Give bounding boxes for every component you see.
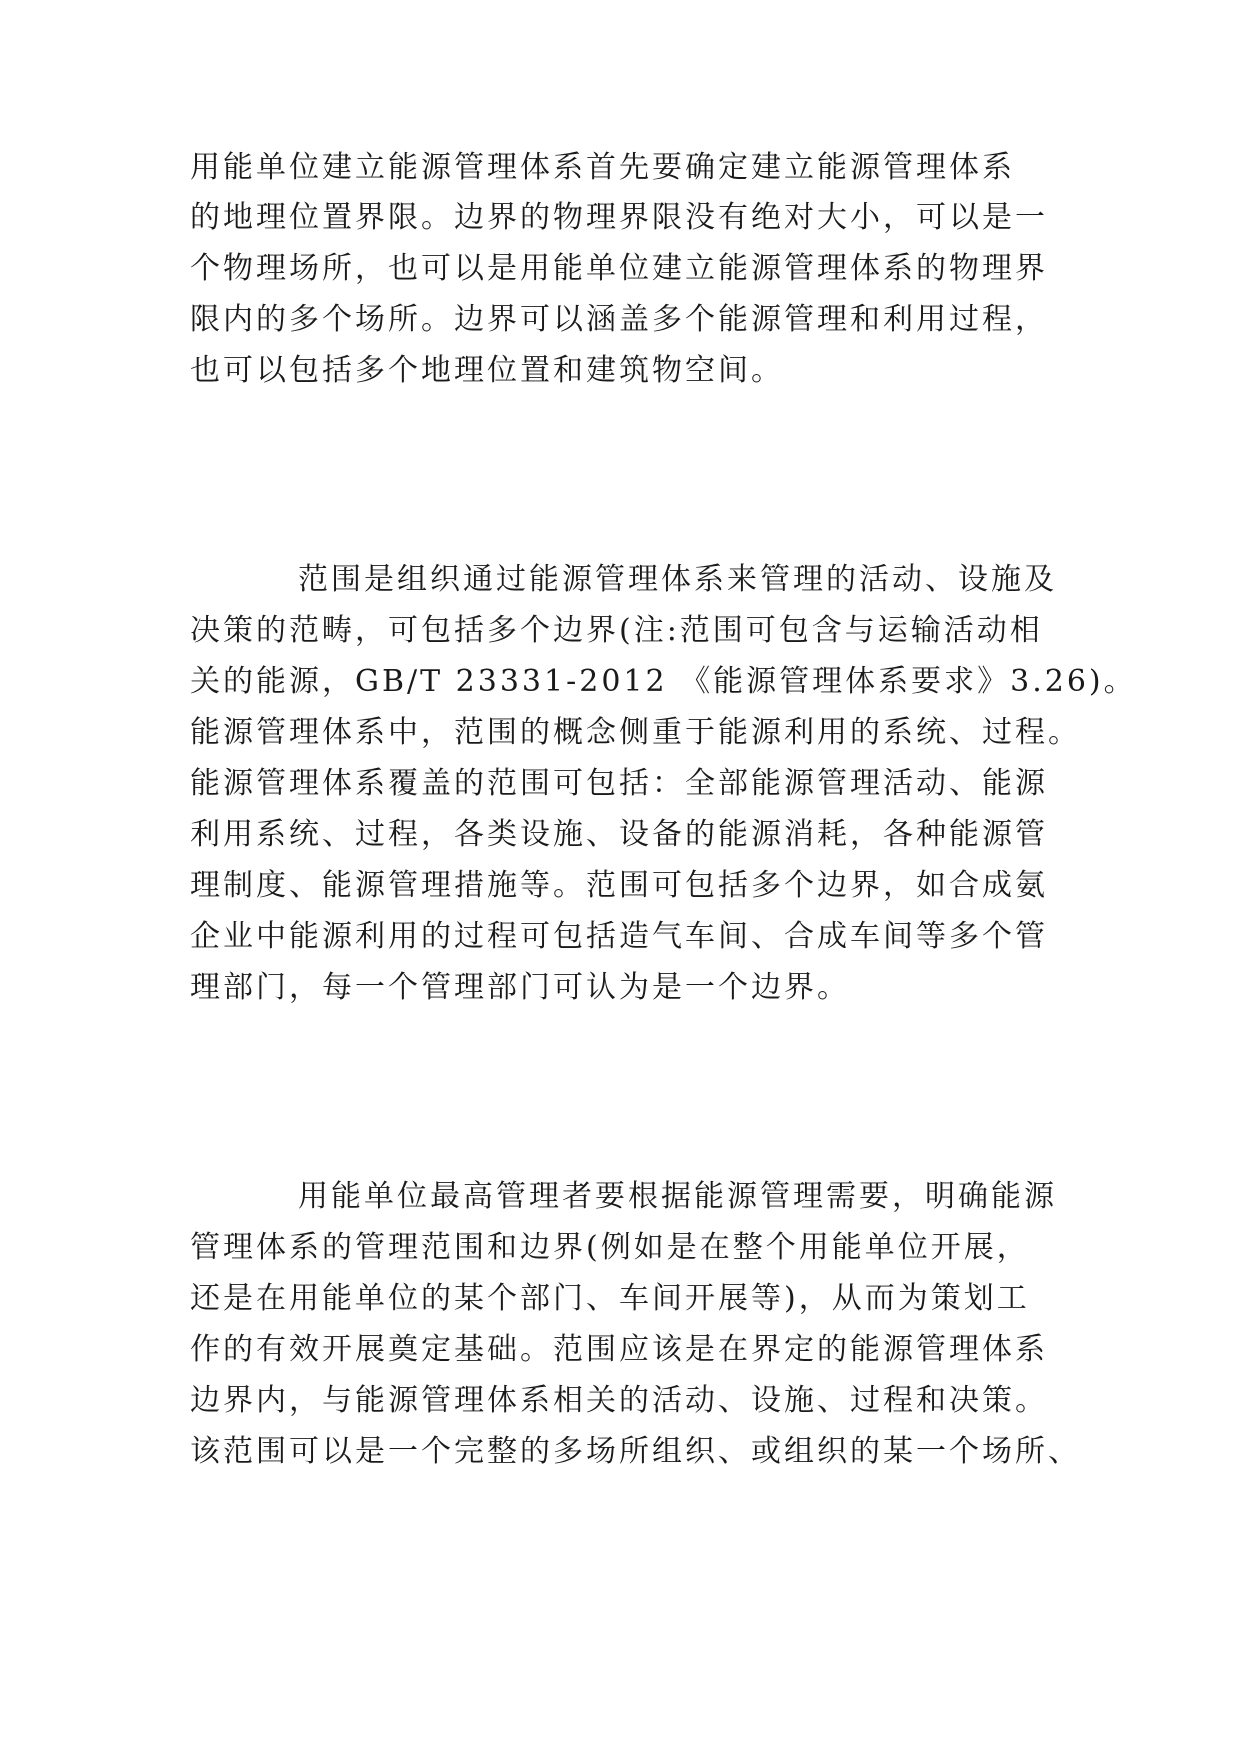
text-line: 也可以包括多个地理位置和建筑物空间。: [190, 353, 784, 388]
text-line: 个物理场所，也可以是用能单位建立能源管理体系的物理界: [190, 251, 1048, 286]
text-line: 关的能源，GB/T 23331-2012 《能源管理体系要求》3.26)。: [190, 664, 1137, 699]
text-line: 的地理位置界限。边界的物理界限没有绝对大小，可以是一: [190, 200, 1048, 235]
text-line: 用能单位最高管理者要根据能源管理需要，明确能源: [298, 1179, 1057, 1214]
text-line: 理部门，每一个管理部门可认为是一个边界。: [190, 970, 850, 1005]
text-line: 用能单位建立能源管理体系首先要确定建立能源管理体系: [190, 150, 1015, 185]
text-line: 决策的范畴，可包括多个边界(注:范围可包含与运输活动相: [190, 613, 1043, 648]
text-line: 还是在用能单位的某个部门、车间开展等)，从而为策划工: [190, 1281, 1030, 1316]
text-line: 限内的多个场所。边界可以涵盖多个能源管理和利用过程，: [190, 302, 1048, 337]
text-line: 作的有效开展奠定基础。范围应该是在界定的能源管理体系: [190, 1332, 1048, 1367]
text-line: 该范围可以是一个完整的多场所组织、或组织的某一个场所、: [190, 1434, 1081, 1469]
text-line: 边界内，与能源管理体系相关的活动、设施、过程和决策。: [190, 1383, 1048, 1418]
text-line: 范围是组织通过能源管理体系来管理的活动、设施及: [298, 562, 1057, 597]
text-line: 能源管理体系覆盖的范围可包括：全部能源管理活动、能源: [190, 766, 1048, 801]
text-line: 能源管理体系中，范围的概念侧重于能源利用的系统、过程。: [190, 715, 1081, 750]
text-line: 管理体系的管理范围和边界(例如是在整个用能单位开展，: [190, 1230, 1030, 1265]
text-line: 企业中能源利用的过程可包括造气车间、合成车间等多个管: [190, 919, 1048, 954]
text-line: 理制度、能源管理措施等。范围可包括多个边界，如合成氨: [190, 868, 1048, 903]
text-line: 利用系统、过程，各类设施、设备的能源消耗，各种能源管: [190, 817, 1048, 852]
